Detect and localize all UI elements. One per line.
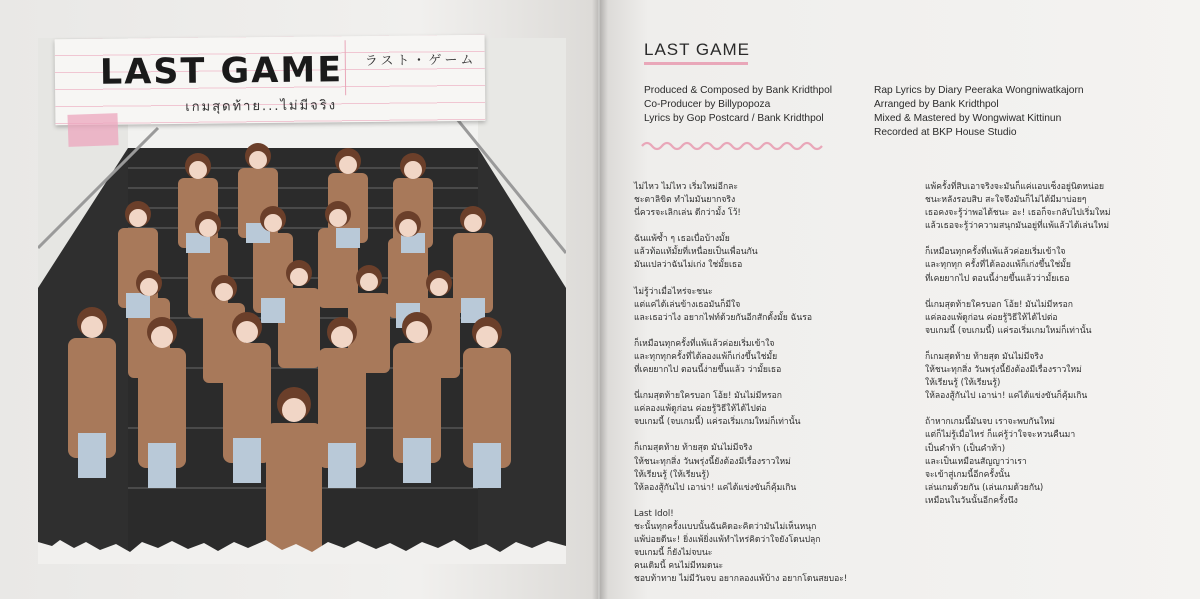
title-divider [345,40,347,95]
lyric-line: แต่ก็ไม่รู้เมื่อไหร่ ก็แค่รู้ว่าใจจะหวนคืนมา [925,430,1076,441]
lyric-line: เหมือนในวันนั้นอีกครั้งนึง [925,495,1018,506]
lyric-line: และทุกทุกครั้งที่ได้ลองแพ้ก็เก่งขึ้นใช่มั้ย [634,351,778,362]
lyric-line: แล้วท้อแท้มั้ยที่เหนื่อยเป็นเพื่อนกัน [634,247,758,258]
lyric-line: ไม่รู้ว่าเมื่อไหร่จะชนะ [634,286,713,297]
lyric-line: แพ้บ่อยดีนะ! ยิ่งแพ้ยิ่งแพ้ทำไหร่คิดว่าใจยังโดนปลุก [634,534,821,545]
lyric-stanza [925,351,1195,403]
lyric-line: ชนะหลังรอบสิบ สะใจจึงมันก็ไม่ได้มีมาบ่อยๆ [925,195,1087,206]
lyric-line: ไม่ไหว ไม่ไหว เริ่มใหม่อีกละ [634,182,739,192]
lyric-line: Last Idol! [634,508,674,519]
squiggle-divider-icon [640,138,830,154]
credits-right [874,84,1174,140]
torn-edge [38,536,566,564]
lyric-line: ให้ชนะทุกสิ่ง วันพรุ่งนี้ยังต้องมีเรื่องราวใหม่ [634,456,791,467]
lyric-line: มันแปลว่าฉันไม่เก่ง ใช่มั้ยเธอ [634,260,743,271]
lyric-stanza [925,181,1195,233]
credit-line: Arranged by Bank Kridthpol [874,99,999,110]
lyrics-column-right [925,181,1195,521]
credit-line: Lyrics by Gop Postcard / Bank Kridthpol [644,113,824,124]
lyric-stanza [634,442,914,494]
credit-line: Recorded at BKP House Studio [874,127,1017,138]
lyric-line: แล้วเธอจะรู้ว่าความสนุกมันอยู่ที่แพ้แล้วได้เล่นใหม่ [925,221,1110,232]
lyric-line: จบเกมนี้ (จบเกมนี้) แค่รอเริ่มเกมใหม่ก็เท่านั้น [925,325,1092,336]
lyric-line: ที่เคยยากไป ตอนนี้ง่ายขึ้นแล้วว่ามั้ยเธอ [925,273,1070,284]
lyric-line: นี่เกมสุดท้ายใครบอก โอ้ย! มันไม่มีหรอก [634,391,782,402]
lyric-line: ถ้าหากเกมนี้มันจบ เราจะพบกันใหม่ [925,417,1055,428]
credit-line: Mixed & Mastered by Wongwiwat Kittinun [874,113,1062,124]
lyric-line: ก็เกมสุดท้าย ท้ายสุด มันไม่มีจริง [634,443,753,454]
lyric-line: แต่แค่ได้เล่นข้างเธอมันก็มีใจ [634,299,741,310]
lyric-stanza [925,246,1195,285]
lyric-line: เธอคงจะรู้ว่าพอได้ชนะ อะ! เธอก็จะกลับไปเริ่มใหม่ [925,208,1111,219]
lyric-line: แพ้ครั้งที่สิบเอาจริงจะมันก็แค่แอบเซ็งอยู่นิดหน่อย [925,182,1105,192]
lyric-line: จบเกมนี้ ก็ยังไม่จบนะ [634,548,713,559]
lyric-stanza [634,338,914,377]
lyric-line: ให้ชนะทุกสิ่ง วันพรุ่งนี้ยังต้องมีเรื่องราวใหม่ [925,365,1082,376]
lyric-line: จบเกมนี้ (จบเกมนี้) แค่รอเริ่มเกมใหม่ก็เท่านั้น [634,417,801,428]
lyric-line: ที่เคยยากไป ตอนนี้ง่ายขึ้นแล้ว ว่ามั้ยเธอ [634,365,782,376]
lyric-line: นี่เกมสุดท้ายใครบอก โอ้ย! มันไม่มีหรอก [925,299,1073,310]
lyric-stanza [634,233,914,272]
lyric-line: และเธอว่าไง อยากไฟท์ด้วยกันอีกสักตั้งมั้ย ฉันรอ [634,312,813,323]
lyric-stanza [634,390,914,429]
lyric-line: ฉันแพ้ซ้ำ ๆ เธอเบื่อบ้างมั้ย [634,234,730,245]
lyric-line: และเป็นเหมือนสัญญาว่าเรา [925,456,1027,467]
song-title: LAST GAME [644,40,750,59]
lyric-stanza [634,181,914,220]
lyric-line: เล่นเกมด้วยกัน (เล่นเกมด้วยกัน) [925,482,1044,493]
lyric-line: แค่ลองแพ้ดูก่อน ค่อยรู้วิธีให้ได้ไปต่อ [634,404,767,415]
lyric-stanza [925,299,1195,338]
title-main: LAST GAME [99,50,344,93]
lyric-line: ให้ลองสู้กันไป เอาน่า! แค่ได้แข่งขันก็คุ้มเกิน [925,391,1088,402]
credits-left [644,84,874,126]
credit-line: Produced & Composed by Bank Kridthpol [644,85,833,96]
lyric-line: ชอบท้าทาย ไม่มีวันจบ อยากลองแพ้บ้าง อยากโดนสยบอะ! [634,574,848,585]
lyric-line: ให้เรียนรู้ (ให้เรียนรู้) [634,469,710,480]
booklet-spine [592,0,608,599]
lyric-stanza [634,286,914,325]
title-japanese: ラスト・ゲーム [364,52,477,70]
lyric-line: ให้เรียนรู้ (ให้เรียนรู้) [925,378,1001,389]
lyric-line: จะเข้าสู่เกมนี้อีกครั้งนั้น [925,469,1010,480]
credit-line: Rap Lyrics by Diary Peeraka Wongniwatkajorn [874,85,1084,96]
lyric-line: ให้ลองสู้กันไป เอาน่า! แค่ได้แข่งขันก็คุ้มเกิน [634,482,797,493]
lyric-line: ชะนั้นทุกครั้งแบบนั้นฉันคิดอะคิดว่ามันไม่เห็นหนุก [634,521,817,532]
lyric-line: เป็นคำท้า (เป็นคำท้า) [925,443,1006,454]
title-card [55,35,486,125]
tape-decoration [67,113,118,147]
lyric-stanza [634,508,914,587]
lyric-line: นี่ควรจะเลิกเล่น ดีกว่ามั้ง โว้! [634,208,741,219]
lyric-line: แค่ลองแพ้ดูก่อน ค่อยรู้วิธีให้ได้ไปต่อ [925,312,1058,323]
lyric-stanza [925,416,1195,508]
title-thai: เกมสุดท้าย...ไม่มีจริง [185,98,338,115]
lyrics-column-left [634,181,914,599]
lyric-line: ก็เกมสุดท้าย ท้ายสุด มันไม่มีจริง [925,351,1044,362]
lyric-line: คนเดิมนี้ คนไม่มีหมดนะ [634,561,724,572]
title-underline [644,62,748,65]
lyric-line: และทุกทุก ครั้งที่ได้ลองแพ้ก็เก่งขึ้นใช่มั้ย [925,260,1071,271]
lyric-line: ก็เหมือนทุกครั้งที่แพ้แล้วค่อยเริ่มเข้าใจ [634,338,775,349]
lyric-line: ชะตาลิขิต ทำไมมันยากจริง [634,195,736,206]
credit-line: Co-Producer by Billypopoza [644,99,771,110]
lyric-line: ก็เหมือนทุกครั้งที่แพ้แล้วค่อยเริ่มเข้าใจ [925,247,1066,258]
